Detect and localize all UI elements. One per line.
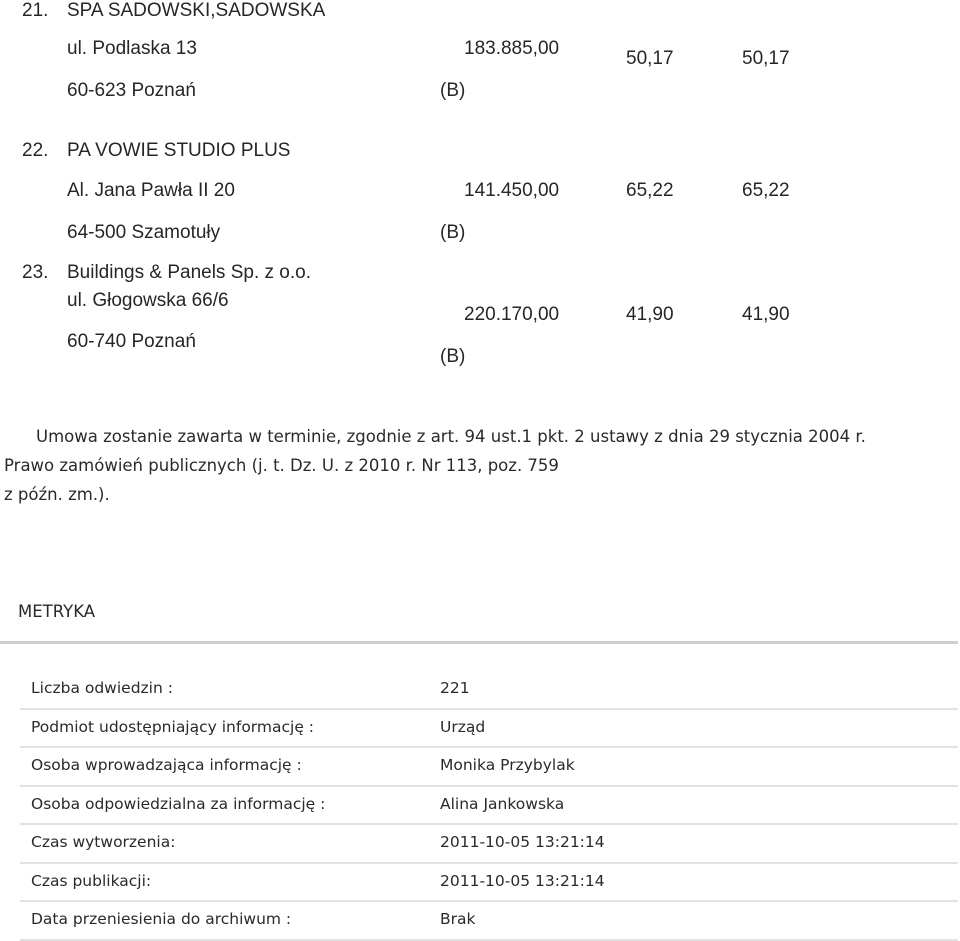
metryka-value: Brak — [440, 910, 476, 928]
metryka-value: 221 — [440, 679, 470, 697]
offer-mark: (B) — [440, 80, 466, 101]
offer-city: 64-500 Szamotuły — [67, 222, 221, 243]
offer-name: SPA SADOWSKI,SADOWSKA — [67, 0, 326, 21]
metryka-label: Czas wytworzenia: — [31, 833, 176, 851]
metryka-value: 2011-10-05 13:21:14 — [440, 833, 605, 851]
offer-city: 60-740 Poznań — [67, 331, 196, 352]
offer-mark: (B) — [440, 222, 466, 243]
metryka-label: Data przeniesienia do archiwum : — [31, 910, 292, 928]
offer-score: 50,17 — [626, 48, 674, 69]
metryka-row — [20, 671, 958, 710]
offer-name: PA VOWIE STUDIO PLUS — [67, 140, 291, 161]
metryka-row — [20, 710, 958, 749]
offer-number: 22. — [22, 140, 49, 161]
offer-mark: (B) — [440, 346, 466, 367]
offer-score-total: 41,90 — [742, 304, 790, 325]
offer-price: 141.450,00 — [464, 180, 560, 201]
offer-score-total: 50,17 — [742, 48, 790, 69]
offer-name: Buildings & Panels Sp. z o.o. — [67, 262, 311, 283]
metryka-value: 2011-10-05 13:21:14 — [440, 871, 605, 890]
contract-note-line: Umowa zostanie zawarta w terminie, zgodnie z art. 94 ust.1 pkt. 2 ustawy z dnia 29 stycznia 2004 r. — [36, 427, 866, 446]
metryka-row — [20, 748, 958, 787]
metryka-label: Czas publikacji: — [31, 871, 152, 890]
offer-city: 60-623 Poznań — [67, 80, 196, 101]
metryka-row — [20, 902, 958, 941]
metryka-label: Podmiot udostępniający informację : — [31, 717, 315, 736]
metryka-label: Osoba wprowadzająca informację : — [31, 756, 302, 774]
metryka-title: METRYKA — [18, 602, 96, 621]
offer-score-total: 65,22 — [742, 180, 790, 201]
metryka-row — [20, 825, 958, 864]
offer-street: Al. Jana Pawła II 20 — [67, 180, 235, 201]
offer-price: 183.885,00 — [464, 38, 560, 59]
metryka-table — [20, 671, 958, 941]
offer-score: 65,22 — [626, 180, 674, 201]
offer-price: 220.170,00 — [464, 304, 560, 325]
metryka-value: Alina Jankowska — [440, 794, 565, 813]
metryka-value: Urząd — [440, 717, 486, 736]
section-divider — [0, 641, 958, 644]
contract-note-line: Prawo zamówień publicznych (j. t. Dz. U. z 2010 r. Nr 113, poz. 759 — [4, 456, 559, 475]
offer-score: 41,90 — [626, 304, 674, 325]
metryka-value: Monika Przybylak — [440, 756, 575, 774]
offer-number: 21. — [22, 0, 49, 21]
metryka-label: Liczba odwiedzin : — [31, 679, 173, 697]
contract-note-line: z późn. zm.). — [4, 485, 110, 504]
metryka-row — [20, 787, 958, 826]
offer-number: 23. — [22, 262, 49, 283]
offer-street: ul. Podlaska 13 — [67, 38, 197, 59]
metryka-label: Osoba odpowiedzialna za informację : — [31, 794, 326, 813]
contract-note — [4, 422, 949, 509]
metryka-row — [20, 864, 958, 903]
offer-street: ul. Głogowska 66/6 — [67, 290, 229, 311]
